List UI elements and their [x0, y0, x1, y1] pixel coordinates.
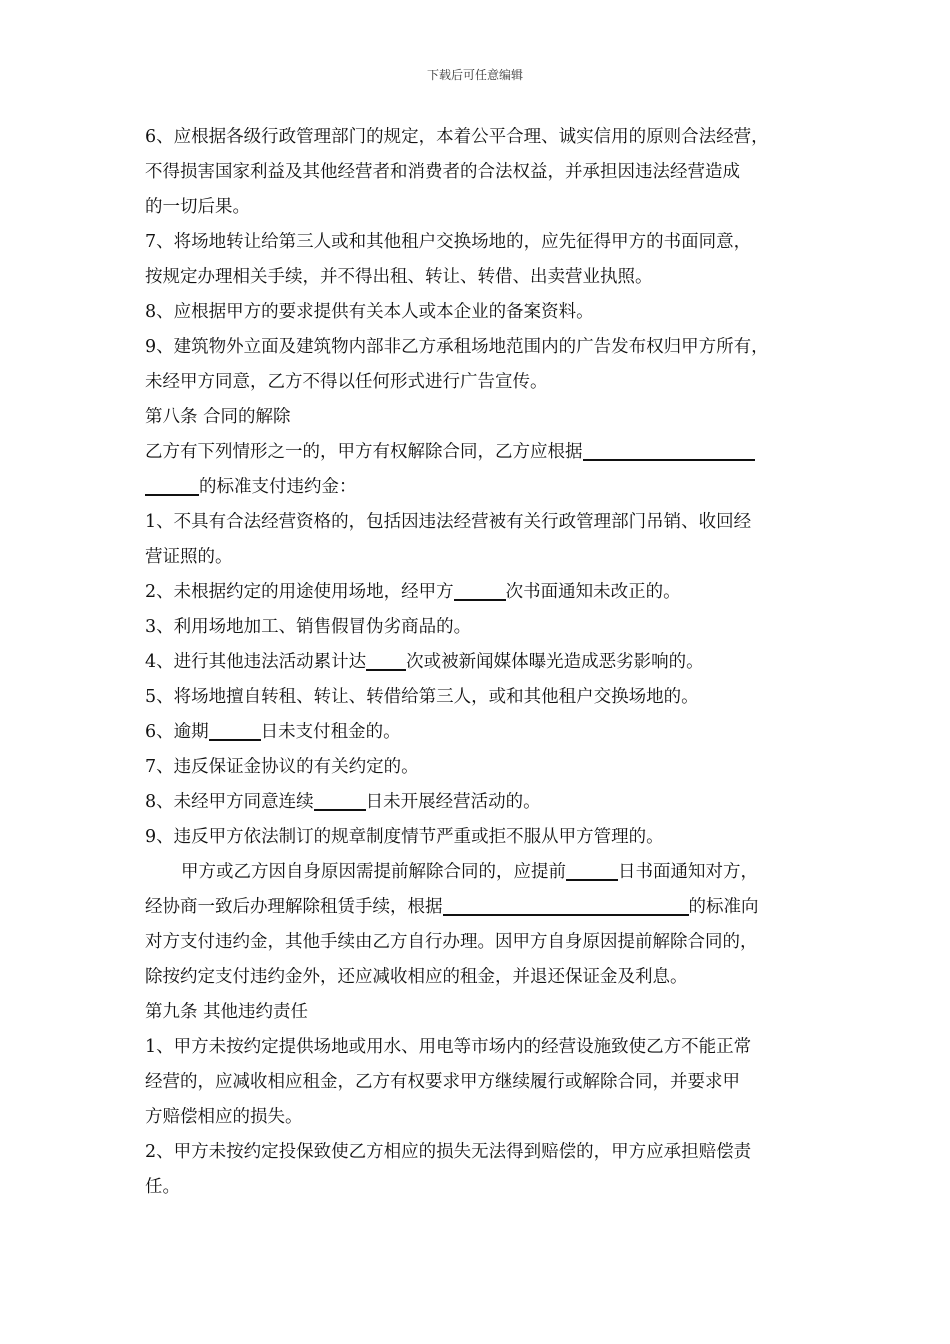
text-line: 营证照的。: [145, 547, 233, 567]
line-text: 6、逾期: [145, 722, 209, 742]
text-line: 9、建筑物外立面及建筑物内部非乙方承租场地范围内的广告发布权归甲方所有，: [145, 337, 769, 357]
line-text: 乙方有下列情形之一的，甲方有权解除合同，乙方应根据: [145, 442, 583, 462]
text-line: 的一切后果。: [145, 197, 250, 217]
fill-blank[interactable]: [314, 787, 366, 811]
text-line: 5、将场地擅自转租、转让、转借给第三人，或和其他租户交换场地的。: [145, 687, 699, 707]
line-text: 的标准支付违约金：: [199, 477, 357, 497]
section-heading: 第八条 合同的解除: [145, 407, 291, 427]
text-line: 7、将场地转让给第三人或和其他租户交换场地的，应先征得甲方的书面同意，: [145, 232, 752, 252]
text-line: [145, 715, 845, 750]
line-text: 的标准向: [688, 897, 759, 917]
text-line: 8、应根据甲方的要求提供有关本人或本企业的备案资料。: [145, 302, 594, 322]
page-header: 下载后可任意编辑: [426, 68, 523, 82]
fill-blank[interactable]: [145, 472, 199, 496]
text-line: [145, 855, 845, 890]
text-line: 2、甲方未按约定投保致使乙方相应的损失无法得到赔偿的，甲方应承担赔偿责: [145, 1142, 752, 1162]
fill-blank[interactable]: [454, 577, 506, 601]
text-line: [145, 470, 845, 505]
text-line: [145, 435, 845, 470]
line-text: 日书面通知对方，: [618, 862, 758, 882]
text-line: 未经甲方同意，乙方不得以任何形式进行广告宣传。: [145, 372, 548, 392]
text-line: 1、甲方未按约定提供场地或用水、用电等市场内的经营设施致使乙方不能正常: [145, 1037, 752, 1057]
text-line: 3、利用场地加工、销售假冒伪劣商品的。: [145, 617, 472, 637]
text-line: [145, 890, 845, 925]
fill-blank[interactable]: [566, 857, 618, 881]
line-text: 4、进行其他违法活动累计达: [145, 652, 367, 672]
text-line: 按规定办理相关手续，并不得出租、转让、转借、出卖营业执照。: [145, 267, 653, 287]
line-text: 日未开展经营活动的。: [365, 792, 541, 812]
text-line: [145, 785, 845, 820]
fill-blank[interactable]: [583, 437, 755, 461]
line-text: 次或被新闻媒体曝光造成恶劣影响的。: [406, 652, 704, 672]
text-line: [145, 645, 845, 680]
fill-blank[interactable]: [209, 717, 261, 741]
text-line: 方赔偿相应的损失。: [145, 1107, 303, 1127]
text-line: [145, 575, 845, 610]
document-body: [145, 120, 845, 1205]
text-line: 不得损害国家利益及其他经营者和消费者的合法权益，并承担因违法经营造成: [145, 162, 740, 182]
text-line: 经营的，应减收相应租金，乙方有权要求甲方继续履行或解除合同，并要求甲: [145, 1072, 740, 1092]
text-line: 6、应根据各级行政管理部门的规定，本着公平合理、诚实信用的原则合法经营，: [145, 127, 769, 147]
text-line: 9、违反甲方依法制订的规章制度情节严重或拒不服从甲方管理的。: [145, 827, 664, 847]
fill-blank[interactable]: [443, 892, 689, 916]
text-line: 7、违反保证金协议的有关约定的。: [145, 757, 419, 777]
line-text: 经协商一致后办理解除租赁手续，根据: [145, 897, 443, 917]
text-line: 任。: [145, 1177, 180, 1197]
line-text: 8、未经甲方同意连续: [145, 792, 314, 812]
section-heading: 第九条 其他违约责任: [145, 1002, 309, 1022]
line-text: 日未支付租金的。: [260, 722, 401, 742]
line-text: 2、未根据约定的用途使用场地，经甲方: [145, 582, 454, 602]
line-text: 次书面通知未改正的。: [505, 582, 681, 602]
text-line: 对方支付违约金，其他手续由乙方自行办理。因甲方自身原因提前解除合同的，: [145, 932, 758, 952]
text-line: 除按约定支付违约金外，还应减收相应的租金，并退还保证金及利息。: [145, 967, 688, 987]
fill-blank[interactable]: [366, 647, 406, 671]
text-line: 1、不具有合法经营资格的，包括因违法经营被有关行政管理部门吊销、收回经: [145, 512, 752, 532]
line-text: 甲方或乙方因自身原因需提前解除合同的，应提前: [181, 862, 566, 882]
